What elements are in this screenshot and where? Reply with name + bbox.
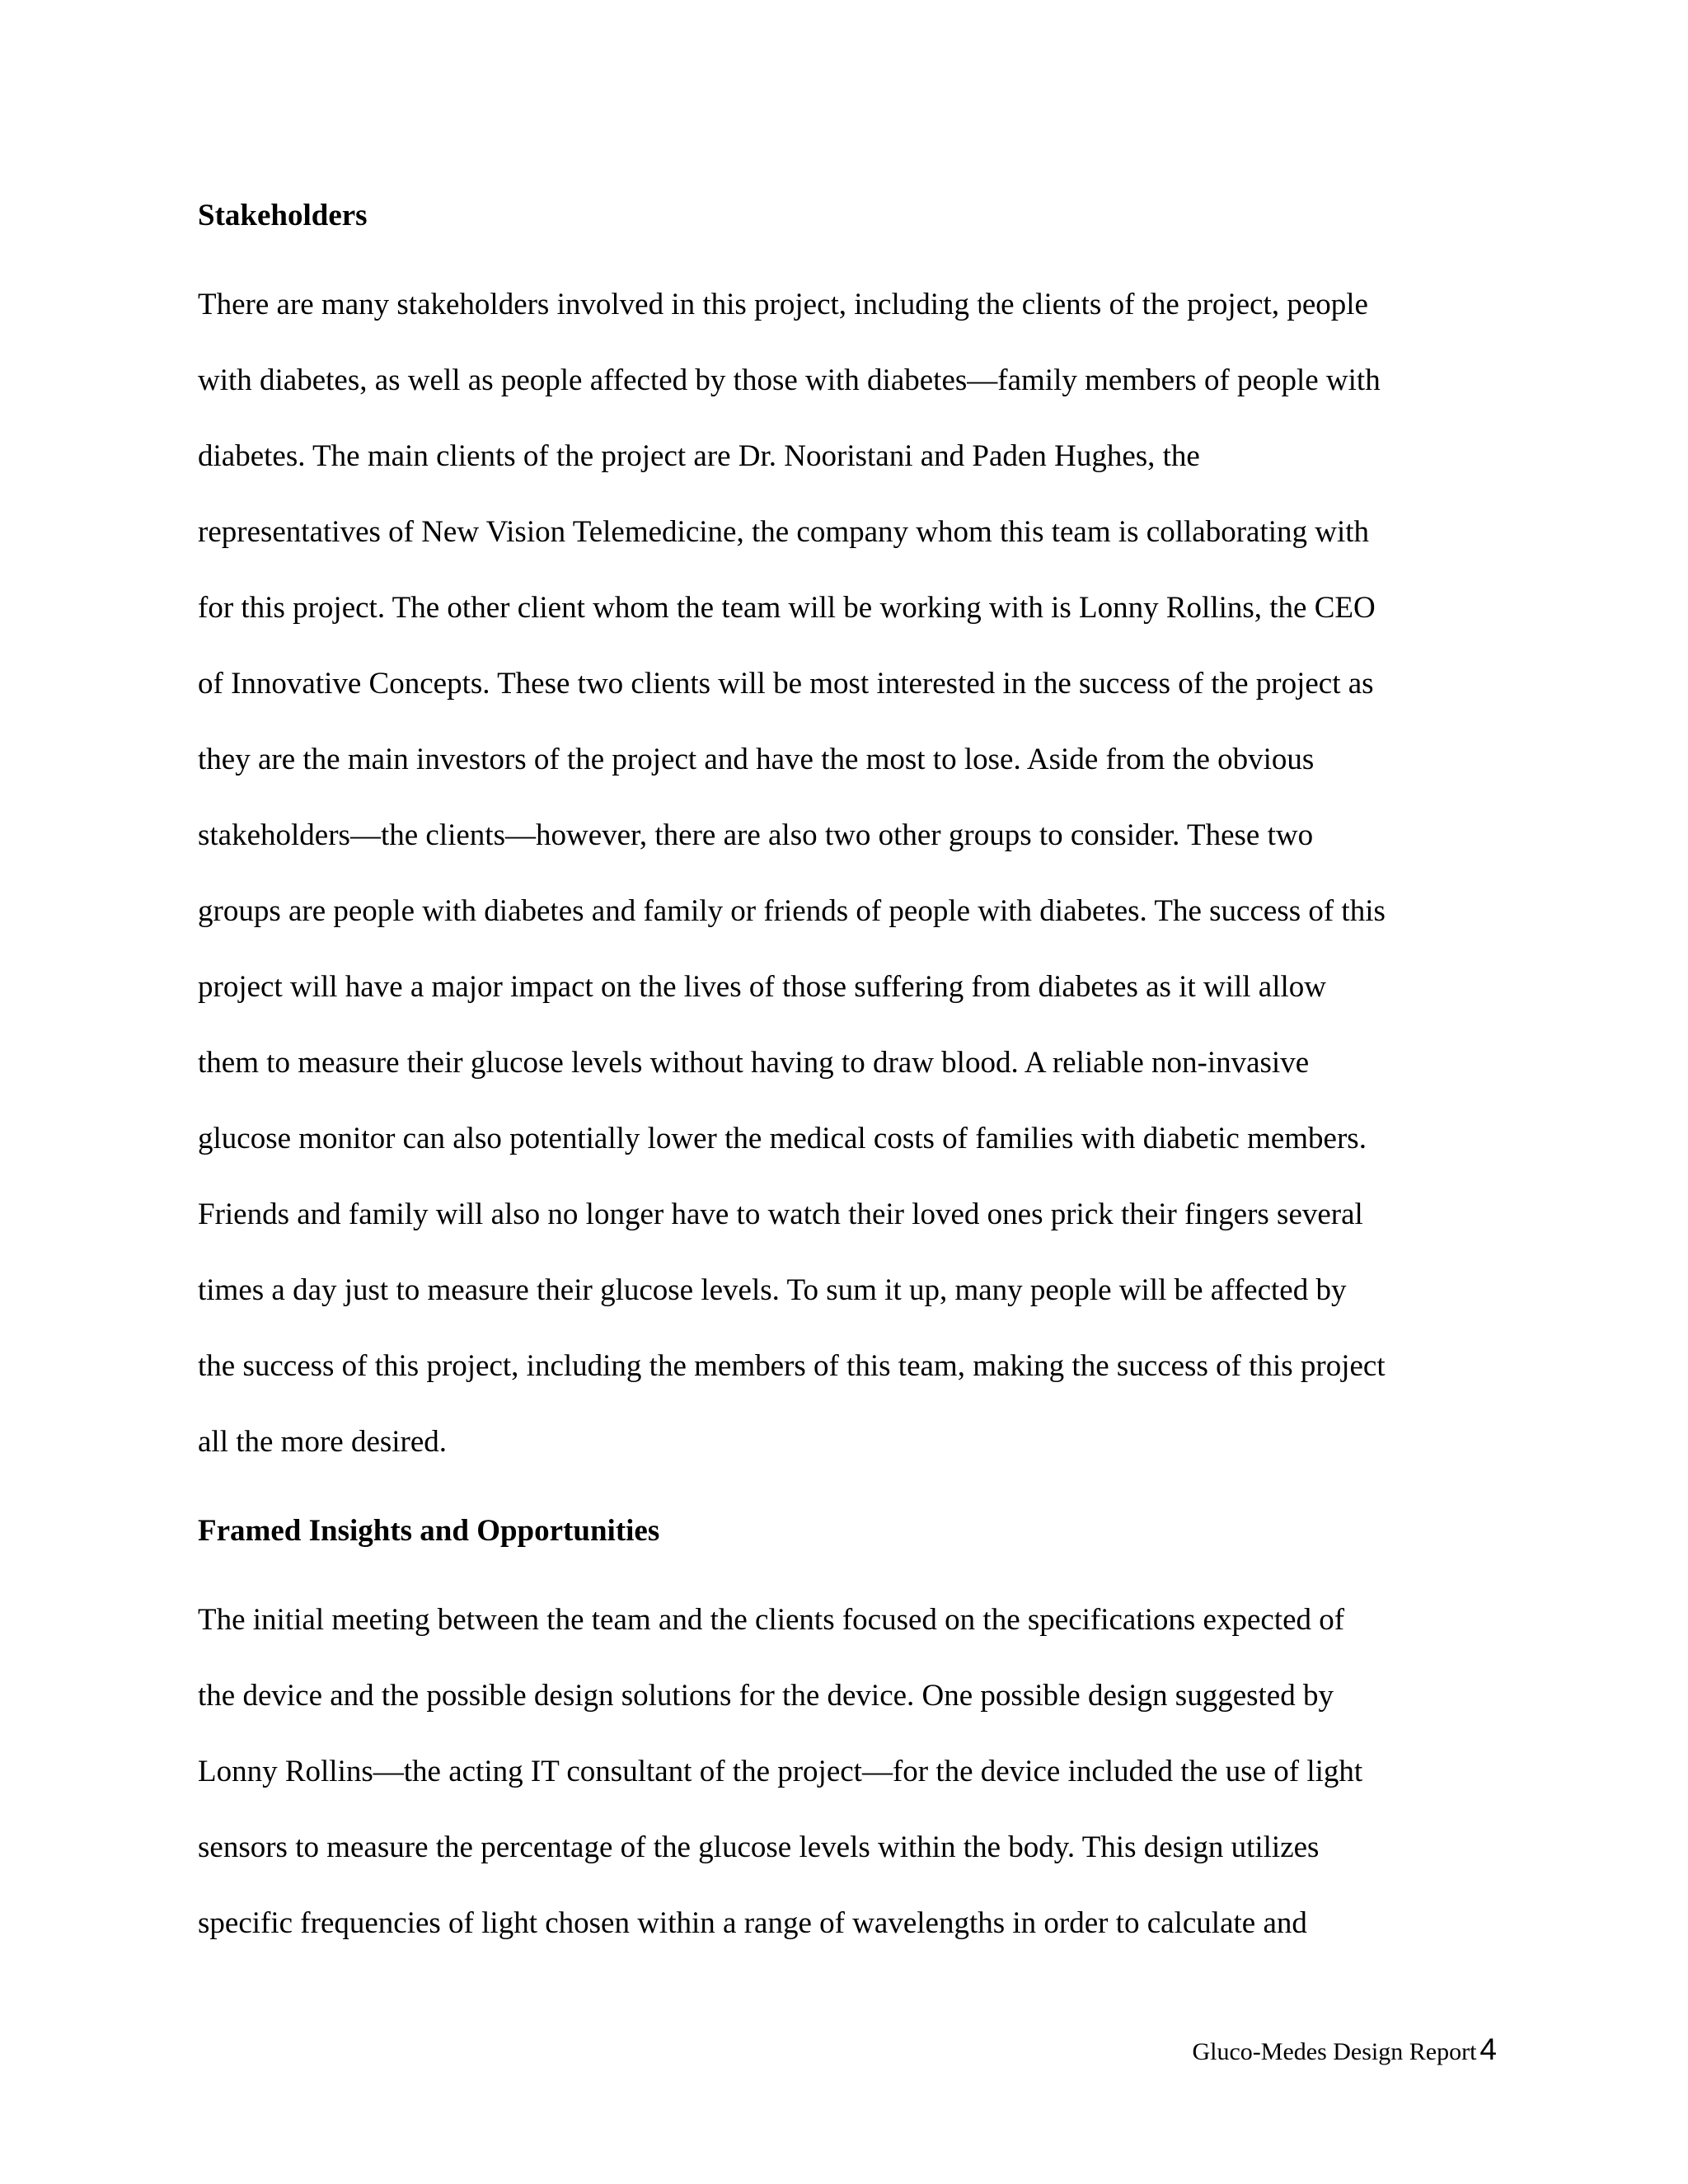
paragraph-line: they are the main investors of the project and have the most to lose. Aside from the obvious xyxy=(198,743,1315,776)
paragraph-line: specific frequencies of light chosen within a range of wavelengths in order to calculate and xyxy=(198,1906,1307,1940)
running-title: Gluco-Medes Design Report xyxy=(1192,2038,1477,2065)
paragraph-line: times a day just to measure their glucose levels. To sum it up, many people will be affected by xyxy=(198,1273,1347,1307)
paragraph-line: groups are people with diabetes and family or friends of people with diabetes. The success of this xyxy=(198,894,1386,928)
section-heading-framed-insights: Framed Insights and Opportunities xyxy=(198,1514,660,1548)
paragraph-line: of Innovative Concepts. These two clients will be most interested in the success of the project as xyxy=(198,667,1374,701)
page-footer xyxy=(1192,2033,1497,2069)
paragraph-line: Lonny Rollins—the acting IT consultant of the project—for the device included the use of light xyxy=(198,1755,1363,1788)
paragraph-line: for this project. The other client whom the team will be working with is Lonny Rollins, the CEO xyxy=(198,591,1376,625)
paragraph-line: the success of this project, including the members of this team, making the success of this project xyxy=(198,1349,1386,1383)
paragraph-line: with diabetes, as well as people affected by those with diabetes—family members of people with xyxy=(198,363,1381,397)
paragraph-line: There are many stakeholders involved in this project, including the clients of the project, people xyxy=(198,288,1368,321)
paragraph-line: project will have a major impact on the lives of those suffering from diabetes as it will allow xyxy=(198,970,1326,1004)
section-heading-stakeholders: Stakeholders xyxy=(198,199,368,232)
paragraph-line: all the more desired. xyxy=(198,1425,448,1459)
paragraph-stakeholders xyxy=(198,241,1496,1480)
paragraph-line: stakeholders—the clients—however, there are also two other groups to consider. These two xyxy=(198,818,1314,852)
paragraph-line: representatives of New Vision Telemedicine, the company whom this team is collaborating with xyxy=(198,515,1370,549)
page-body xyxy=(198,191,1496,1961)
paragraph-line: sensors to measure the percentage of the glucose levels within the body. This design utilizes xyxy=(198,1830,1320,1864)
paragraph-line: them to measure their glucose levels without having to draw blood. A reliable non-invasive xyxy=(198,1046,1310,1080)
paragraph-line: diabetes. The main clients of the project are Dr. Nooristani and Paden Hughes, the xyxy=(198,439,1200,473)
paragraph-line: glucose monitor can also potentially lower the medical costs of families with diabetic members. xyxy=(198,1122,1367,1155)
paragraph-framed-insights xyxy=(198,1556,1496,1961)
paragraph-line: The initial meeting between the team and the clients focused on the specifications expected of xyxy=(198,1603,1345,1637)
paragraph-line: Friends and family will also no longer have to watch their loved ones prick their fingers several xyxy=(198,1197,1363,1231)
page-number: 4 xyxy=(1479,2032,1497,2066)
paragraph-line: the device and the possible design solutions for the device. One possible design suggested by xyxy=(198,1679,1334,1713)
